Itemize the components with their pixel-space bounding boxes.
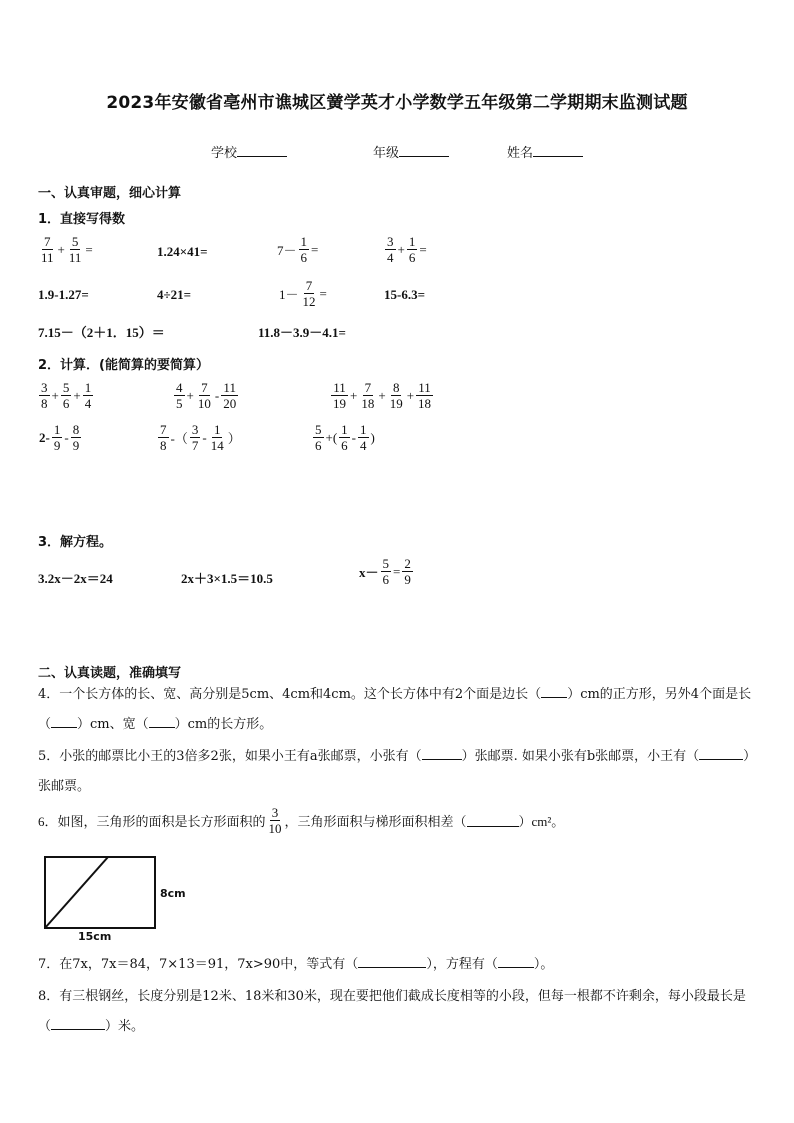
fraction [385,234,396,265]
denominator: 10 [197,396,211,411]
operator: - [202,429,207,445]
q1-expr-3 [276,234,319,265]
q7-text [38,950,753,980]
denominator: 6 [62,396,70,411]
q5-text [38,742,753,802]
diagonal-line [45,857,108,928]
operator: ) [370,429,375,445]
denominator: 19 [333,396,346,411]
numerator: 1 [300,234,308,249]
numerator: 7 [364,380,372,395]
operator: + [57,241,65,257]
q2-expr-1 [38,380,94,411]
operator: ） [227,431,241,446]
numerator: 11 [418,380,431,395]
q3-label: 3．解方程。 [38,535,113,550]
q1-label: 1．直接写得数 [38,212,126,227]
denominator: 18 [418,396,432,411]
fraction [267,805,284,836]
operator: + [397,241,405,257]
q7-part-3: ）。 [533,957,554,972]
operator: = [311,241,319,257]
school-label: 学校 [211,146,238,161]
operator: + [350,387,358,403]
fraction [83,380,94,411]
q2-expr-4 [38,422,82,453]
denominator: 12 [302,294,316,309]
fraction [381,556,392,587]
denominator: 9 [72,438,80,453]
denominator: 14 [210,438,224,453]
numerator: 7 [44,234,51,249]
numerator: 8 [392,380,400,395]
denominator: 6 [382,572,390,587]
denominator: 6 [408,250,416,265]
fraction [313,422,324,453]
section-1-heading: 一、认真审题，细心计算 [38,186,182,201]
q4-part-3: ）cm、宽（ [77,717,149,732]
grade-label: 年级 [373,146,400,161]
fraction [158,422,169,453]
q4-part-1: 4．一个长方体的长、宽、高分别是5cm、4cm和4cm。这个长方体中有2个面是边长（ [38,687,542,702]
operator: + [186,387,194,403]
fraction [221,380,238,411]
q1-expr-4 [384,234,428,265]
numerator: 11 [333,380,346,395]
operator: - [214,387,220,403]
q1-expr-2: 1.24×41= [157,244,208,259]
numerator: 7 [160,422,167,437]
numerator: 4 [176,380,183,395]
q2-expr-3 [330,380,434,411]
name-field [507,142,583,161]
fraction [402,556,413,587]
operator: - [351,429,357,445]
fraction [52,422,63,453]
numerator: 7 [201,380,208,395]
operator: 2- [39,429,50,445]
q2-expr-6 [312,422,376,453]
denominator: 20 [223,396,237,411]
answer-blank [149,715,175,728]
grade-field [373,142,449,161]
fraction [67,234,84,265]
q2-expr-2 [173,380,239,411]
denominator: 4 [387,250,394,265]
school-field [211,142,287,161]
fraction [407,234,418,265]
denominator: 4 [84,396,92,411]
denominator: 9 [404,572,411,587]
q1-expr-5: 1.9-1.27= [38,287,89,302]
q4-text [38,680,753,740]
q3-equation-2: 2x＋3×1.5＝10.5 [181,571,273,586]
numerator: 3 [271,805,279,820]
fraction [39,234,56,265]
answer-blank [498,955,534,968]
operator: + [73,387,81,403]
fraction [301,278,318,309]
answer-blank [51,1017,105,1030]
fraction [299,234,310,265]
q2-label: 2．计算．(能简算的要简算） [38,358,209,373]
q4-part-2: ）cm的正方形，另外4个面是长（ [38,687,752,732]
q1-expr-1 [38,234,94,265]
operator: - [64,429,69,445]
q6-text [38,805,564,836]
denominator: 4 [360,438,367,453]
q3-equation-1: 3.2x－2x＝24 [38,571,113,586]
numerator: 1 [360,422,367,437]
denominator: 8 [160,438,167,453]
q7-part-1: 7．在7x，7x＝84，7×13＝91，7x>90中，等式有（ [38,957,359,972]
fraction [61,380,72,411]
fraction [339,422,350,453]
q1-expr-6: 4÷21= [157,287,192,302]
numerator: 1 [341,422,348,437]
width-label: 15cm [78,930,112,943]
numerator: 3 [191,422,199,437]
numerator: 8 [72,422,80,437]
numerator: 3 [387,234,394,249]
numerator: 5 [315,422,322,437]
operator: x－ [359,565,379,580]
q8-text [38,982,753,1042]
denominator: 19 [389,396,403,411]
fraction [331,380,348,411]
numerator: 1 [53,422,61,437]
fraction [209,422,226,453]
fraction [39,380,50,411]
numerator: 5 [382,556,390,571]
q6-part-2: ，三角形面积与梯形面积相差（ [284,814,467,829]
q3-equation-3 [358,556,414,587]
answer-blank [422,747,462,760]
numerator: 5 [71,234,79,249]
q1-expr-9: 7.15－（2＋1．15）＝ [38,325,165,340]
q2-expr-5 [157,422,242,453]
numerator: 1 [213,422,221,437]
fraction [196,380,213,411]
page-title: 2023年安徽省亳州市谯城区黉学英才小学数学五年级第二学期期末监测试题 [106,93,688,113]
operator: = [393,563,401,579]
school-blank [237,144,287,157]
operator: = [85,241,93,257]
height-label: 8cm [160,887,186,900]
q6-part-3: ）cm²。 [518,814,565,829]
numerator: 7 [305,278,313,293]
grade-blank [399,144,449,157]
operator: 7－ [277,243,297,258]
operator: -（ [170,431,188,446]
answer-blank [358,955,426,968]
numerator: 1 [84,380,92,395]
denominator: 18 [361,396,375,411]
operator: = [319,285,327,301]
denominator: 9 [53,438,61,453]
operator: + [378,387,386,403]
denominator: 11 [41,250,54,265]
name-blank [533,144,583,157]
denominator: 6 [300,250,308,265]
q6-figure [38,852,198,944]
answer-blank [541,685,567,698]
numerator: 11 [223,380,236,395]
rectangle-shape [45,857,155,928]
section-2-heading: 二、认真读题，准确填写 [38,666,182,681]
q7-part-2: ），方程有（ [426,957,498,972]
numerator: 2 [404,556,411,571]
q1-expr-8: 15-6.3= [384,287,425,302]
fraction [388,380,405,411]
fraction [416,380,433,411]
numerator: 3 [41,380,48,395]
operator: +( [325,429,338,445]
q4-part-4: ）cm的长方形。 [174,717,273,732]
denominator: 6 [315,438,322,453]
denominator: 11 [68,250,82,265]
operator: 1－ [279,287,299,302]
operator: + [406,387,415,403]
q6-part-1: 6．如图，三角形的面积是长方形面积的 [38,814,266,829]
answer-blank [467,814,519,827]
denominator: 5 [176,396,183,411]
q1-expr-7 [278,278,328,309]
denominator: 8 [41,396,48,411]
q8-part-2: ）米。 [105,1019,145,1034]
fraction [190,422,201,453]
fraction [358,422,369,453]
q5-part-1: 5．小张的邮票比小王的3倍多2张，如果小王有a张邮票，小张有（ [38,749,422,764]
denominator: 7 [191,438,199,453]
q1-expr-10: 11.8－3.9－4.1= [258,325,346,340]
q5-part-3: ）张邮票。 [38,749,750,794]
numerator: 1 [408,234,416,249]
fraction [71,422,82,453]
fraction [174,380,185,411]
operator: = [419,241,427,257]
denominator: 10 [268,821,282,836]
denominator: 6 [341,438,348,453]
answer-blank [51,715,77,728]
q5-part-2: ）张邮票. 如果小张有b张邮票，小王有（ [461,749,700,764]
fraction [359,380,376,411]
answer-blank [699,747,743,760]
numerator: 5 [62,380,70,395]
operator: + [51,387,59,403]
name-label: 姓名 [507,146,534,161]
q8-part-1: 8．有三根钢丝，长度分别是12米、18米和30米，现在要把他们截成长度相等的小段，但每一根都不许剩余，每小段最长是（ [38,989,746,1034]
